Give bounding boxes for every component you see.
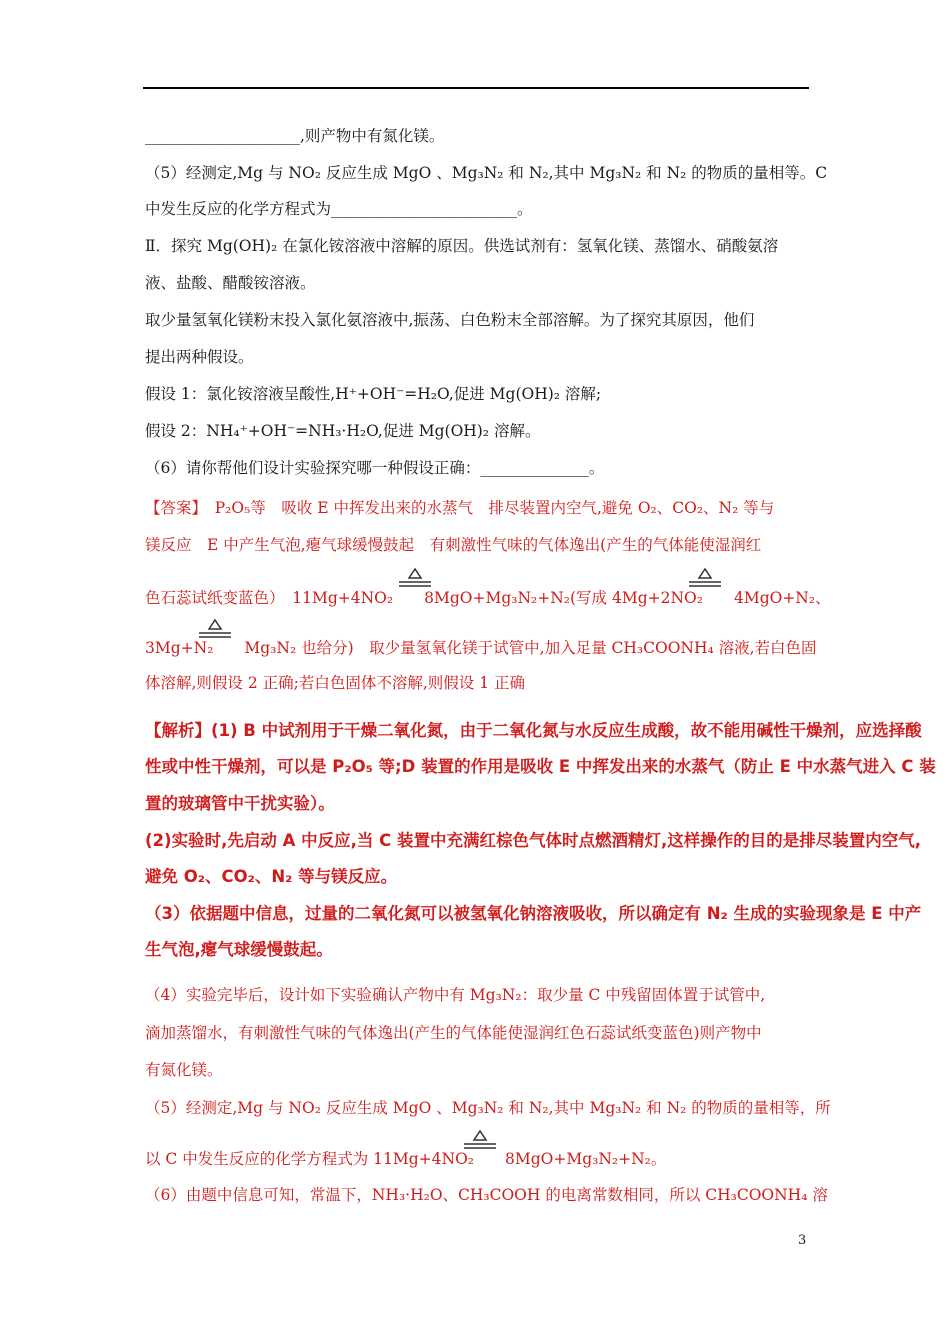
question-line-10: （6）请你帮他们设计实验探究哪一种假设正确：______________。 [145,459,605,477]
question-line-3: 中发生反应的化学方程式为________________________。 [145,200,533,218]
answer-line-3: 色石蕊试纸变蓝色） 11Mg+4NO₂ 8MgO+Mg₃N₂+N₂(写成 4Mg+2NO₂ 4MgO+N₂、 [145,589,831,607]
analysis-part4-line-1: （4）实验完毕后，设计如下实验确认产物中有 Mg₃N₂：取少量 C 中残留固体置于试管中, [145,986,766,1004]
analysis-part4-line-2: 滴加蒸馏水，有刺激性气味的气体逸出(产生的气体能使湿润红色石蕊试纸变蓝色)则产物中 [145,1024,762,1042]
analysis-line-5: 避免 O₂、CO₂、N₂ 等与镁反应。 [145,867,398,886]
heat-condition-icon [688,566,722,592]
heat-condition-icon [398,566,432,592]
analysis-line-4: (2)实验时,先启动 A 中反应,当 C 装置中充满红棕色气体时点燃酒精灯,这样操作的目的是排尽装置内空气, [145,831,921,850]
analysis-part6-line-1: （6）由题中信息可知，常温下，NH₃·H₂O、CH₃COOH 的电离常数相同，所以 CH₃COONH₄ 溶 [145,1186,828,1204]
analysis-line-3: 置的玻璃管中干扰实验）。 [145,794,335,813]
question-line-6: 取少量氢氧化镁粉末投入氯化氨溶液中,振荡、白色粉末全部溶解。为了探究其原因，他们 [145,311,755,329]
header-rule [143,87,809,89]
hypothesis-1: 假设 1：氯化铵溶液呈酸性,H⁺+OH⁻=H₂O,促进 Mg(OH)₂ 溶解; [145,385,602,403]
page-number: 3 [798,1233,807,1248]
question-line-5: 液、盐酸、醋酸铵溶液。 [145,274,316,292]
question-line-2: （5）经测定,Mg 与 NO₂ 反应生成 MgO 、Mg₃N₂ 和 N₂,其中 Mg₃N₂ 和 N₂ 的物质的量相等。C [145,164,828,182]
analysis-line-7: 生气泡,瘪气球缓慢鼓起。 [145,940,333,959]
answer-line-2: 镁反应 E 中产生气泡,瘪气球缓慢鼓起 有刺激性气味的气体逸出(产生的气体能使湿润红 [145,536,762,554]
analysis-part4-line-3: 有氮化镁。 [145,1061,223,1079]
question-line-7: 提出两种假设。 [145,348,254,366]
answer-line-1: 【答案】 P₂O₅等 吸收 E 中挥发出来的水蒸气 排尽装置内空气,避免 O₂、CO₂、N₂ 等与 [145,499,775,517]
heat-condition-icon [463,1128,497,1154]
question-line-4: Ⅱ．探究 Mg(OH)₂ 在氯化铵溶液中溶解的原因。供选试剂有：氢氧化镁、蒸馏水、硝酸氨溶 [145,237,779,255]
heat-condition-icon [198,617,232,643]
analysis-line-6: （3）依据题中信息，过量的二氧化氮可以被氢氧化钠溶液吸收，所以确定有 N₂ 生成的实验现象是 E 中产 [145,904,922,923]
hypothesis-2: 假设 2：NH₄⁺+OH⁻=NH₃·H₂O,促进 Mg(OH)₂ 溶解。 [145,422,541,440]
analysis-part5-line-2: 以 C 中发生反应的化学方程式为 11Mg+4NO₂ 8MgO+Mg₃N₂+N₂。 [145,1150,667,1168]
answer-line-5: 体溶解,则假设 2 正确;若白色固体不溶解,则假设 1 正确 [145,674,526,692]
answer-line-4: 3Mg+N₂ Mg₃N₂ 也给分) 取少量氢氧化镁于试管中,加入足量 CH₃COONH₄ 溶液,若白色固 [145,639,817,657]
question-line-1: ____________________,则产物中有氮化镁。 [145,127,445,145]
analysis-line-1: 【解析】(1) B 中试剂用于干燥二氧化氮，由于二氧化氮与水反应生成酸，故不能用碱性干燥剂，应选择酸 [145,721,922,740]
analysis-part5-line-1: （5）经测定,Mg 与 NO₂ 反应生成 MgO 、Mg₃N₂ 和 N₂,其中 Mg₃N₂ 和 N₂ 的物质的量相等，所 [145,1099,831,1117]
analysis-line-2: 性或中性干燥剂，可以是 P₂O₅ 等;D 装置的作用是吸收 E 中挥发出来的水蒸气（防止 E 中水蒸气进入 C 装 [145,757,936,776]
